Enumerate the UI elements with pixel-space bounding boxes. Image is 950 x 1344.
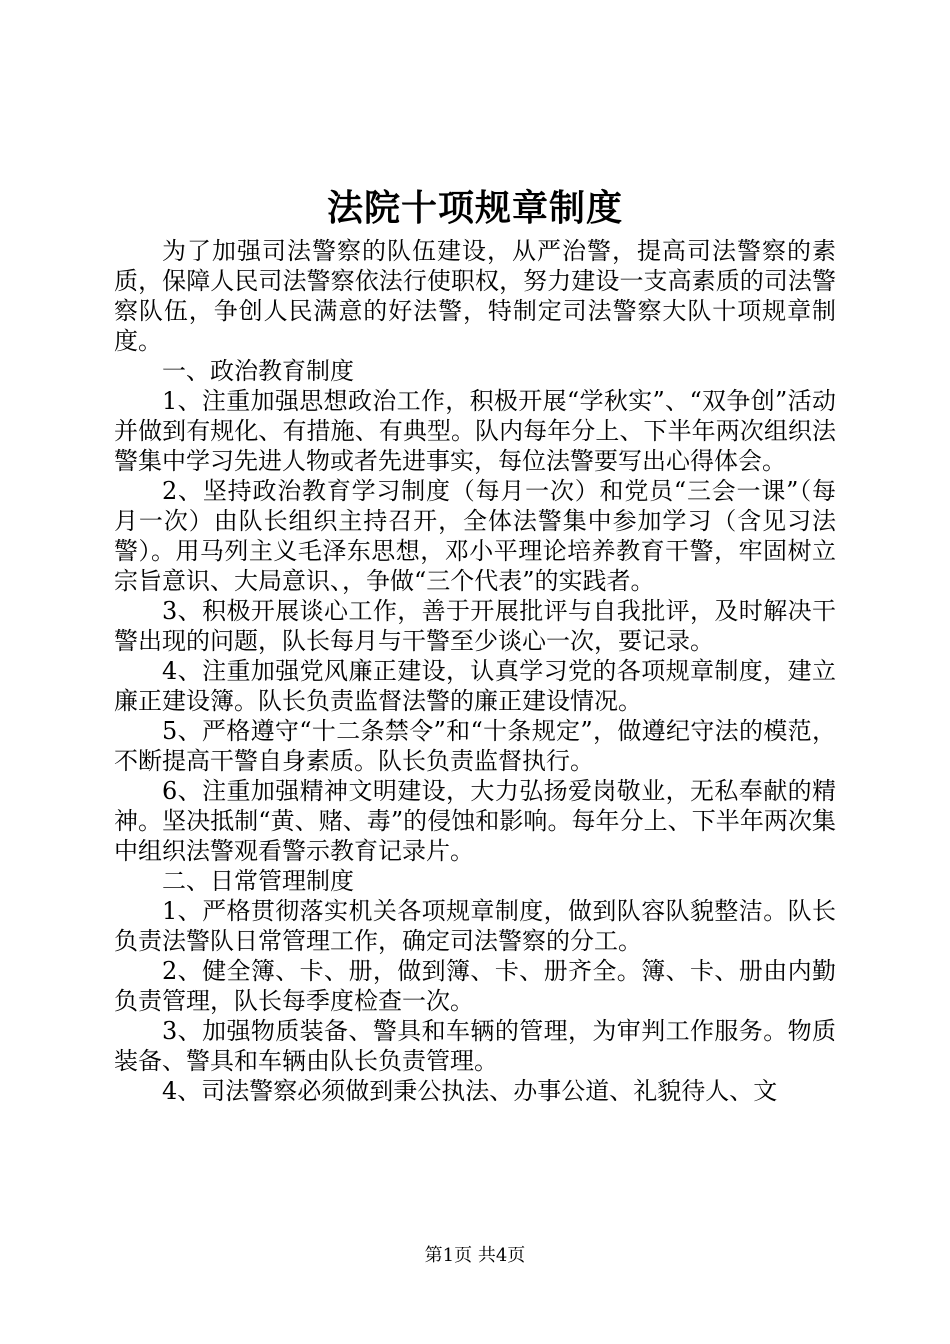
paragraph-daily-1: 1、严格贯彻落实机关各项规章制度，做到队容队貌整洁。队长负责法警队日常管理工作，确定司法警察的分工。 bbox=[114, 897, 836, 955]
document-title: 法院十项规章制度 bbox=[326, 187, 623, 229]
document-body bbox=[114, 236, 836, 1106]
paragraph-daily-2: 2、健全簿、卡、册，做到簿、卡、册齐全。簿、卡、册由内勤负责管理，队长每季度检查一次。 bbox=[114, 957, 836, 1015]
section-heading-political-education: 一、政治教育制度 bbox=[162, 357, 354, 385]
paragraph-political-1: 1、注重加强思想政治工作，积极开展“学秋实”、“双争创”活动并做到有规化、有措施、有典型。队内每年分上、下半年两次组织法警集中学习先进人物或者先进事实，每位法警要写出心得体会。 bbox=[114, 387, 836, 475]
paragraph-daily-4: 4、司法警察必须做到秉公执法、办事公道、礼貌待人、文 bbox=[162, 1077, 778, 1105]
paragraph-political-2: 2、坚持政治教育学习制度（每月一次）和党员“三会一课”（每月一次）由队长组织主持召开，全体法警集中参加学习（含见习法警）。用马列主义毛泽东思想，邓小平理论培养教育干警，牢固树立宗旨意识、大局意识、，争做“三个代表”的实践者。 bbox=[114, 477, 836, 595]
paragraph-daily-3: 3、加强物质装备、警具和车辆的管理，为审判工作服务。物质装备、警具和车辆由队长负责管理。 bbox=[114, 1017, 836, 1075]
paragraph-political-3: 3、积极开展谈心工作，善于开展批评与自我批评，及时解决干警出现的问题，队长每月与干警至少谈心一次，要记录。 bbox=[114, 597, 836, 655]
paragraph-political-5: 5、严格遵守“十二条禁令”和“十条规定”，做遵纪守法的模范，不断提高干警自身素质。队长负责监督执行。 bbox=[114, 717, 836, 775]
paragraph-political-4: 4、注重加强党风廉正建设，认真学习党的各项规章制度，建立廉正建设簿。队长负责监督法警的廉正建设情况。 bbox=[114, 657, 836, 715]
paragraph-political-6: 6、注重加强精神文明建设，大力弘扬爱岗敬业，无私奉献的精神。坚决抵制“黄、赌、毒”的侵蚀和影响。每年分上、下半年两次集中组织法警观看警示教育记录片。 bbox=[114, 777, 836, 865]
page-number-footer: 第1页 共4页 bbox=[424, 1245, 526, 1266]
section-heading-daily-management: 二、日常管理制度 bbox=[162, 867, 354, 895]
paragraph-intro: 为了加强司法警察的队伍建设，从严治警，提高司法警察的素质，保障人民司法警察依法行使职权，努力建设一支高素质的司法警察队伍，争创人民满意的好法警，特制定司法警察大队十项规章制度。 bbox=[114, 237, 836, 355]
